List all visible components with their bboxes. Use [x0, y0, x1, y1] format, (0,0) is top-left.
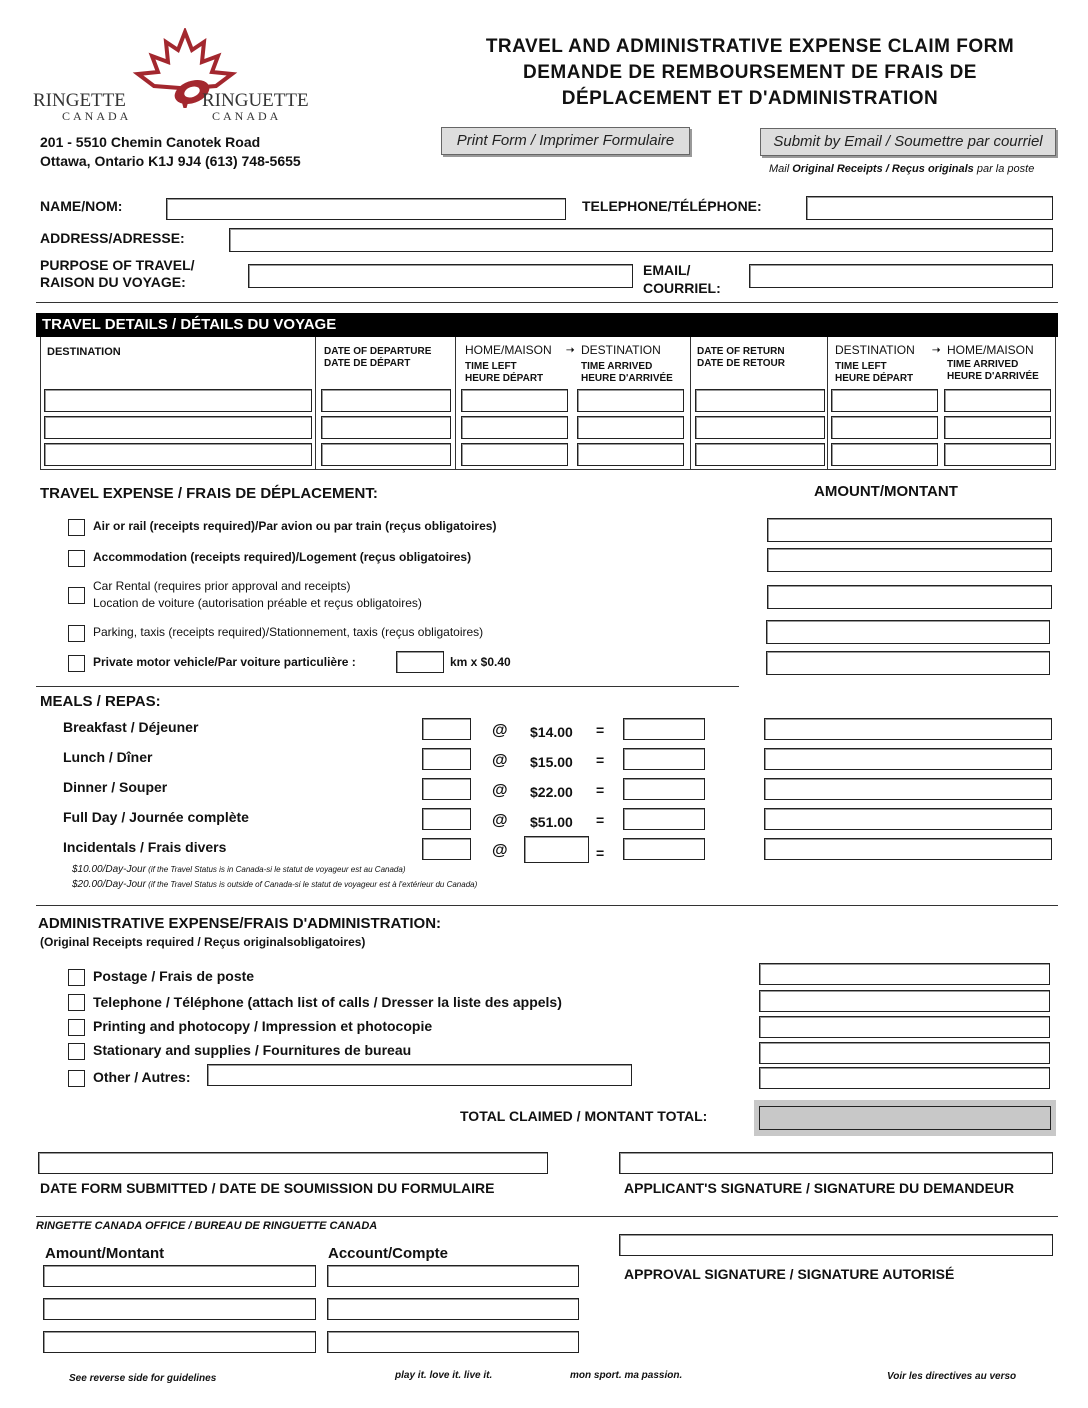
- address-line1: 201 - 5510 Chemin Canotek Road: [40, 134, 261, 150]
- col-time-left-2: HEURE DÉPART: [465, 373, 544, 384]
- applicant-signature-label: APPLICANT'S SIGNATURE / SIGNATURE DU DEMANDEUR: [624, 1180, 1015, 1196]
- office-amount-label: Amount/Montant: [45, 1245, 165, 1262]
- incidentals-note-outside: $20.00/Day-Jour (if the Travel Status is outside of Canada-si le statut de voyageur est à l'extérieur du Canada): [72, 879, 478, 890]
- equals-sign: =: [596, 812, 605, 828]
- col-time-left-1: TIME LEFT: [465, 361, 517, 372]
- printing-amount[interactable]: [759, 1016, 1050, 1038]
- name-label: NAME/NOM:: [40, 198, 123, 214]
- address-label: ADDRESS/ADRESSE:: [40, 230, 185, 246]
- time-left-ret-field[interactable]: [831, 389, 938, 412]
- air-rail-label: Air or rail (receipts required)/Par avion ou par train (reçus obligatoires): [93, 519, 497, 533]
- incidentals-amount[interactable]: [764, 838, 1052, 860]
- parking-amount[interactable]: [766, 620, 1050, 644]
- purpose-label-1: PURPOSE OF TRAVEL/: [40, 257, 195, 273]
- dinner-amount[interactable]: [764, 778, 1052, 800]
- breakfast-count[interactable]: [422, 718, 471, 740]
- col-date-return-2: DATE DE RETOUR: [697, 358, 785, 369]
- col-time-arrived-ret-2: HEURE D'ARRIVÉE: [947, 371, 1039, 382]
- office-header: RINGETTE CANADA OFFICE / BUREAU DE RINGUETTE CANADA: [36, 1220, 378, 1232]
- car-rental-label-1: Car Rental (requires prior approval and receipts): [93, 579, 351, 593]
- equals-sign: =: [596, 752, 605, 768]
- col-time-arrived-1: TIME ARRIVED: [581, 361, 653, 372]
- incidentals-rate-field[interactable]: [524, 836, 589, 863]
- form-title-line2: DEMANDE DE REMBOURSEMENT DE FRAIS DE: [523, 62, 977, 83]
- divider: [36, 905, 1058, 906]
- travel-expense-header: TRAVEL EXPENSE / FRAIS DE DÉPLACEMENT:: [40, 485, 378, 502]
- car-rental-amount[interactable]: [767, 585, 1052, 609]
- time-arrived-field[interactable]: [577, 416, 684, 439]
- full-day-rate: $51.00: [530, 814, 573, 830]
- incidentals-note-canada: $10.00/Day-Jour (if the Travel Status is in Canada-si le statut de voyageur est au Canada): [72, 864, 406, 875]
- air-rail-amount[interactable]: [767, 518, 1052, 542]
- footer-reverse-fr: Voir les directives au verso: [887, 1371, 1017, 1382]
- office-account-label: Account/Compte: [328, 1245, 448, 1262]
- col-destination-out: DESTINATION: [581, 343, 661, 357]
- date-return-field[interactable]: [695, 389, 825, 412]
- office-account-field[interactable]: [327, 1331, 579, 1353]
- travel-details-header: TRAVEL DETAILS / DÉTAILS DU VOYAGE: [42, 316, 337, 333]
- accommodation-amount[interactable]: [767, 548, 1052, 572]
- submit-email-button[interactable]: Submit by Email / Soumettre par courriel: [760, 128, 1056, 156]
- dinner-count[interactable]: [422, 778, 471, 800]
- office-account-field[interactable]: [327, 1298, 579, 1320]
- printing-checkbox[interactable]: [68, 1019, 85, 1036]
- dinner-subtotal[interactable]: [623, 778, 705, 800]
- purpose-field[interactable]: [248, 264, 633, 288]
- stationery-amount[interactable]: [759, 1042, 1050, 1064]
- arrow-right-icon: ➝: [566, 345, 575, 356]
- footer-slogan-fr: mon sport. ma passion.: [570, 1370, 683, 1381]
- total-field[interactable]: [759, 1106, 1051, 1130]
- at-sign: @: [492, 722, 508, 739]
- col-date-departure-1: DATE OF DEPARTURE: [324, 346, 432, 357]
- email-label-2: COURRIEL:: [643, 280, 721, 296]
- breakfast-rate: $14.00: [530, 724, 573, 740]
- office-amount-field[interactable]: [43, 1298, 316, 1320]
- incidentals-subtotal[interactable]: [623, 838, 705, 860]
- time-left-ret-field[interactable]: [831, 443, 938, 466]
- meal-label-lunch: Lunch / Dîner: [63, 749, 153, 765]
- applicant-signature-field[interactable]: [619, 1152, 1053, 1174]
- divider: [36, 302, 1058, 303]
- time-arrived-field[interactable]: [577, 389, 684, 412]
- total-label: TOTAL CLAIMED / MONTANT TOTAL:: [460, 1108, 708, 1124]
- telephone-field[interactable]: [806, 196, 1053, 220]
- telephone-label: TELEPHONE/TÉLÉPHONE:: [582, 198, 762, 214]
- divider: [36, 1216, 1058, 1217]
- approval-signature-label: APPROVAL SIGNATURE / SIGNATURE AUTORISÉ: [624, 1266, 955, 1282]
- col-time-arrived-ret-1: TIME ARRIVED: [947, 359, 1019, 370]
- full-day-count[interactable]: [422, 808, 471, 830]
- equals-sign: =: [596, 722, 605, 738]
- time-left-ret-field[interactable]: [831, 416, 938, 439]
- lunch-amount[interactable]: [764, 748, 1052, 770]
- time-arrived-field[interactable]: [577, 443, 684, 466]
- col-time-arrived-2: HEURE D'ARRIVÉE: [581, 373, 673, 384]
- time-arrived-ret-field[interactable]: [944, 389, 1051, 412]
- time-left-field[interactable]: [461, 443, 568, 466]
- email-label-1: EMAIL/: [643, 262, 691, 278]
- arrow-right-icon: ➝: [932, 345, 941, 356]
- at-sign: @: [492, 752, 508, 769]
- telephone-expense-checkbox[interactable]: [68, 994, 85, 1011]
- mail-receipts-note: Mail Original Receipts / Reçus originals par la poste: [769, 163, 1035, 175]
- column-divider: [690, 337, 691, 470]
- lunch-subtotal[interactable]: [623, 748, 705, 770]
- ringette-logo: [30, 28, 320, 128]
- date-departure-field[interactable]: [321, 416, 451, 439]
- time-arrived-ret-field[interactable]: [944, 443, 1051, 466]
- logo-word-en: RINGETTE: [33, 90, 126, 111]
- date-submitted-field[interactable]: [38, 1152, 548, 1174]
- full-day-subtotal[interactable]: [623, 808, 705, 830]
- address-field[interactable]: [229, 228, 1053, 252]
- logo-country-right: CANADA: [212, 109, 282, 123]
- car-rental-label-2: Location de voiture (autorisation préable et reçus obligatoires): [93, 596, 422, 610]
- private-vehicle-amount[interactable]: [766, 651, 1050, 675]
- other-label: Other / Autres:: [93, 1069, 191, 1085]
- private-vehicle-label: Private motor vehicle/Par voiture particulière :: [93, 655, 356, 669]
- admin-header: ADMINISTRATIVE EXPENSE/FRAIS D'ADMINISTRATION:: [38, 915, 442, 932]
- equals-sign: =: [596, 782, 605, 798]
- total-frame: [754, 1100, 1056, 1136]
- meals-header: MEALS / REPAS:: [40, 693, 161, 710]
- travel-details-header-bar: [36, 313, 1058, 337]
- accommodation-checkbox[interactable]: [68, 550, 85, 567]
- destination-field[interactable]: [44, 389, 312, 412]
- other-amount[interactable]: [759, 1067, 1050, 1089]
- divider: [36, 686, 739, 687]
- email-field[interactable]: [749, 264, 1053, 288]
- amount-header: AMOUNT/MONTANT: [814, 483, 958, 500]
- km-field[interactable]: [396, 651, 444, 673]
- col-home-maison-ret: HOME/MAISON: [947, 343, 1034, 357]
- parking-checkbox[interactable]: [68, 625, 85, 642]
- logo-country-left: CANADA: [62, 109, 132, 123]
- accommodation-label: Accommodation (receipts required)/Logement (reçus obligatoires): [93, 550, 472, 564]
- office-amount-field[interactable]: [43, 1265, 316, 1287]
- lunch-rate: $15.00: [530, 754, 573, 770]
- column-divider: [455, 337, 456, 470]
- form-title-line1: TRAVEL AND ADMINISTRATIVE EXPENSE CLAIM FORM: [485, 36, 1015, 57]
- postage-checkbox[interactable]: [68, 969, 85, 986]
- stationery-checkbox[interactable]: [68, 1043, 85, 1060]
- col-destination: DESTINATION: [47, 346, 121, 358]
- print-form-button[interactable]: Print Form / Imprimer Formulaire: [441, 127, 690, 155]
- postage-amount[interactable]: [759, 963, 1050, 985]
- parking-label: Parking, taxis (receipts required)/Stationnement, taxis (reçus obligatoires): [93, 625, 484, 639]
- office-account-field[interactable]: [327, 1265, 579, 1287]
- meal-label-dinner: Dinner / Souper: [63, 779, 168, 795]
- form-title-line3: DÉPLACEMENT ET D'ADMINISTRATION: [561, 88, 939, 109]
- postage-label: Postage / Frais de poste: [93, 968, 255, 984]
- date-departure-field[interactable]: [321, 389, 451, 412]
- logo-word-fr: RINGUETTE: [202, 90, 309, 111]
- time-arrived-ret-field[interactable]: [944, 416, 1051, 439]
- breakfast-amount[interactable]: [764, 718, 1052, 740]
- dinner-rate: $22.00: [530, 784, 573, 800]
- at-sign: @: [492, 782, 508, 799]
- incidentals-count[interactable]: [422, 838, 471, 860]
- meal-label-incidentals: Incidentals / Frais divers: [63, 839, 227, 855]
- column-divider: [827, 337, 828, 470]
- private-vehicle-checkbox[interactable]: [68, 655, 85, 672]
- stationery-label: Stationary and supplies / Fournitures de bureau: [93, 1042, 412, 1058]
- breakfast-subtotal[interactable]: [623, 718, 705, 740]
- meal-label-breakfast: Breakfast / Déjeuner: [63, 719, 199, 735]
- at-sign: @: [492, 812, 508, 829]
- col-date-departure-2: DATE DE DÉPART: [324, 358, 411, 369]
- col-time-left-ret-1: TIME LEFT: [835, 361, 887, 372]
- purpose-label-2: RAISON DU VOYAGE:: [40, 274, 186, 290]
- date-submitted-label: DATE FORM SUBMITTED / DATE DE SOUMISSION DU FORMULAIRE: [40, 1180, 495, 1196]
- other-description-field[interactable]: [207, 1064, 632, 1086]
- col-destination-ret: DESTINATION: [835, 343, 915, 357]
- time-left-field[interactable]: [461, 416, 568, 439]
- footer-slogan-en: play it. love it. live it.: [395, 1370, 493, 1381]
- printing-label: Printing and photocopy / Impression et photocopie: [93, 1018, 433, 1034]
- col-time-left-ret-2: HEURE DÉPART: [835, 373, 914, 384]
- col-home-maison: HOME/MAISON: [465, 343, 552, 357]
- at-sign: @: [492, 842, 508, 859]
- footer-reverse-en: See reverse side for guidelines: [69, 1373, 217, 1384]
- approval-signature-field[interactable]: [619, 1234, 1053, 1256]
- col-date-return-1: DATE OF RETURN: [697, 346, 785, 357]
- column-divider: [315, 337, 316, 470]
- car-rental-checkbox[interactable]: [68, 587, 85, 604]
- air-rail-checkbox[interactable]: [68, 519, 85, 536]
- other-checkbox[interactable]: [68, 1070, 85, 1087]
- date-return-field[interactable]: [695, 416, 825, 439]
- time-left-field[interactable]: [461, 389, 568, 412]
- office-amount-field[interactable]: [43, 1331, 316, 1353]
- destination-field[interactable]: [44, 416, 312, 439]
- telephone-expense-label: Telephone / Téléphone (attach list of calls / Dresser la liste des appels): [93, 994, 562, 1010]
- date-departure-field[interactable]: [321, 443, 451, 466]
- lunch-count[interactable]: [422, 748, 471, 770]
- telephone-expense-amount[interactable]: [759, 990, 1050, 1012]
- admin-subheader: (Original Receipts required / Reçus originalsobligatoires): [40, 935, 366, 949]
- name-field[interactable]: [166, 198, 566, 220]
- full-day-amount[interactable]: [764, 808, 1052, 830]
- km-rate-label: km x $0.40: [450, 655, 511, 669]
- destination-field[interactable]: [44, 443, 312, 466]
- meal-label-full-day: Full Day / Journée complète: [63, 809, 249, 825]
- equals-sign: =: [596, 845, 605, 861]
- address-line2: Ottawa, Ontario K1J 9J4 (613) 748-5655: [40, 153, 301, 169]
- date-return-field[interactable]: [695, 443, 825, 466]
